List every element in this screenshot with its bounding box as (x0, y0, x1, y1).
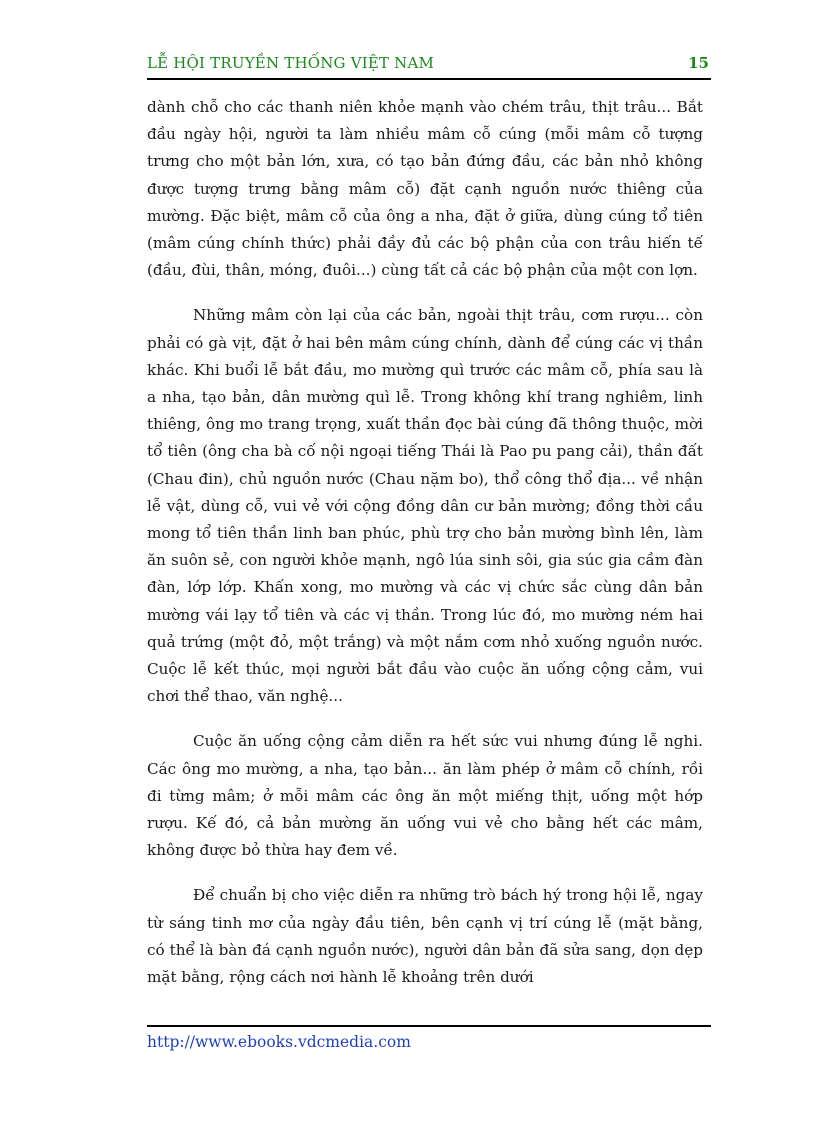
paragraph: dành chỗ cho các thanh niên khỏe mạnh vào chém trâu, thịt trâu... Bắt đầu ngày hội, người ta làm nhiều mâm cỗ cúng (mỗi mâm cỗ tượng trưng cho một bản lớn, xưa, có tạo bản đứng đầu, các bản nhỏ không được tượng trưng bằng mâm cỗ) đặt cạnh nguồn nước thiêng của mường. Đặc biệt, mâm cỗ của ông a nha, đặt ở giữa, dùng cúng tổ tiên (mâm cúng chính thức) phải đầy đủ các bộ phận của con trâu hiến tế (đầu, đùi, thân, móng, đuôi...) cùng tất cả các bộ phận của một con lợn. (147, 98, 703, 280)
running-header (147, 52, 711, 80)
source-link[interactable]: http://www.ebooks.vdcmedia.com (147, 1033, 411, 1051)
page-number: 15 (688, 54, 709, 72)
book-title: LỄ HỘI TRUYỀN THỐNG VIỆT NAM (147, 54, 435, 72)
paragraph: Để chuẩn bị cho việc diễn ra những trò bách hý trong hội lễ, ngay từ sáng tinh mơ của ngày đầu tiên, bên cạnh vị trí cúng lễ (mặt bằng, có thể là bàn đá cạnh nguồn nước), người dân bản đã sửa sang, dọn dẹp mặt bằng, rộng cách nơi hành lễ khoảng trên dưới (147, 886, 703, 987)
paragraph: Cuộc ăn uống cộng cảm diễn ra hết sức vui nhưng đúng lễ nghi. Các ông mo mường, a nha, tạo bản... ăn làm phép ở mâm cỗ chính, rồi đi từng mâm; ở mỗi mâm các ông ăn một miếng thịt, uống một hớp rượu. Kế đó, cả bản mường ăn uống vui vẻ cho bằng hết các mâm, không được bỏ thừa hay đem về. (147, 732, 703, 860)
footer-divider (147, 1025, 711, 1027)
page-body (147, 94, 703, 991)
paragraph: Những mâm còn lại của các bản, ngoài thịt trâu, cơm rượu... còn phải có gà vịt, đặt ở hai bên mâm cúng chính, dành để cúng các vị thần khác. Khi buổi lễ bắt đầu, mo mường quì trước các mâm cỗ, phía sau là a nha, tạo bản, dân mường quì lễ. Trong không khí trang nghiêm, linh thiêng, ông mo trang trọng, xuất thần đọc bài cúng đã thông thuộc, mời tổ tiên (ông cha bà cố nội ngoại tiếng Thái là Pao pu pang cải), thần đất (Chau đin), chủ nguồn nước (Chau nặm bo), thổ công thổ địa... về nhận lễ vật, dùng cỗ, vui vẻ với cộng đồng dân cư bản mường; đồng thời cầu mong tổ tiên thần linh ban phúc, phù trợ cho bản mường bình lên, làm ăn suôn sẻ, con người khỏe mạnh, ngô lúa sinh sôi, gia súc gia cầm đàn đàn, lớp lớp. Khấn xong, mo mường và các vị chức sắc cùng dân bản mường vái lạy tổ tiên và các vị thần. Trong lúc đó, mo mường ném hai quả trứng (một đỏ, một trắng) và một nắm cơm nhỏ xuống nguồn nước. Cuộc lễ kết thúc, mọi người bắt đầu vào cuộc ăn uống cộng cảm, vui chơi thể thao, văn nghệ... (147, 306, 703, 706)
